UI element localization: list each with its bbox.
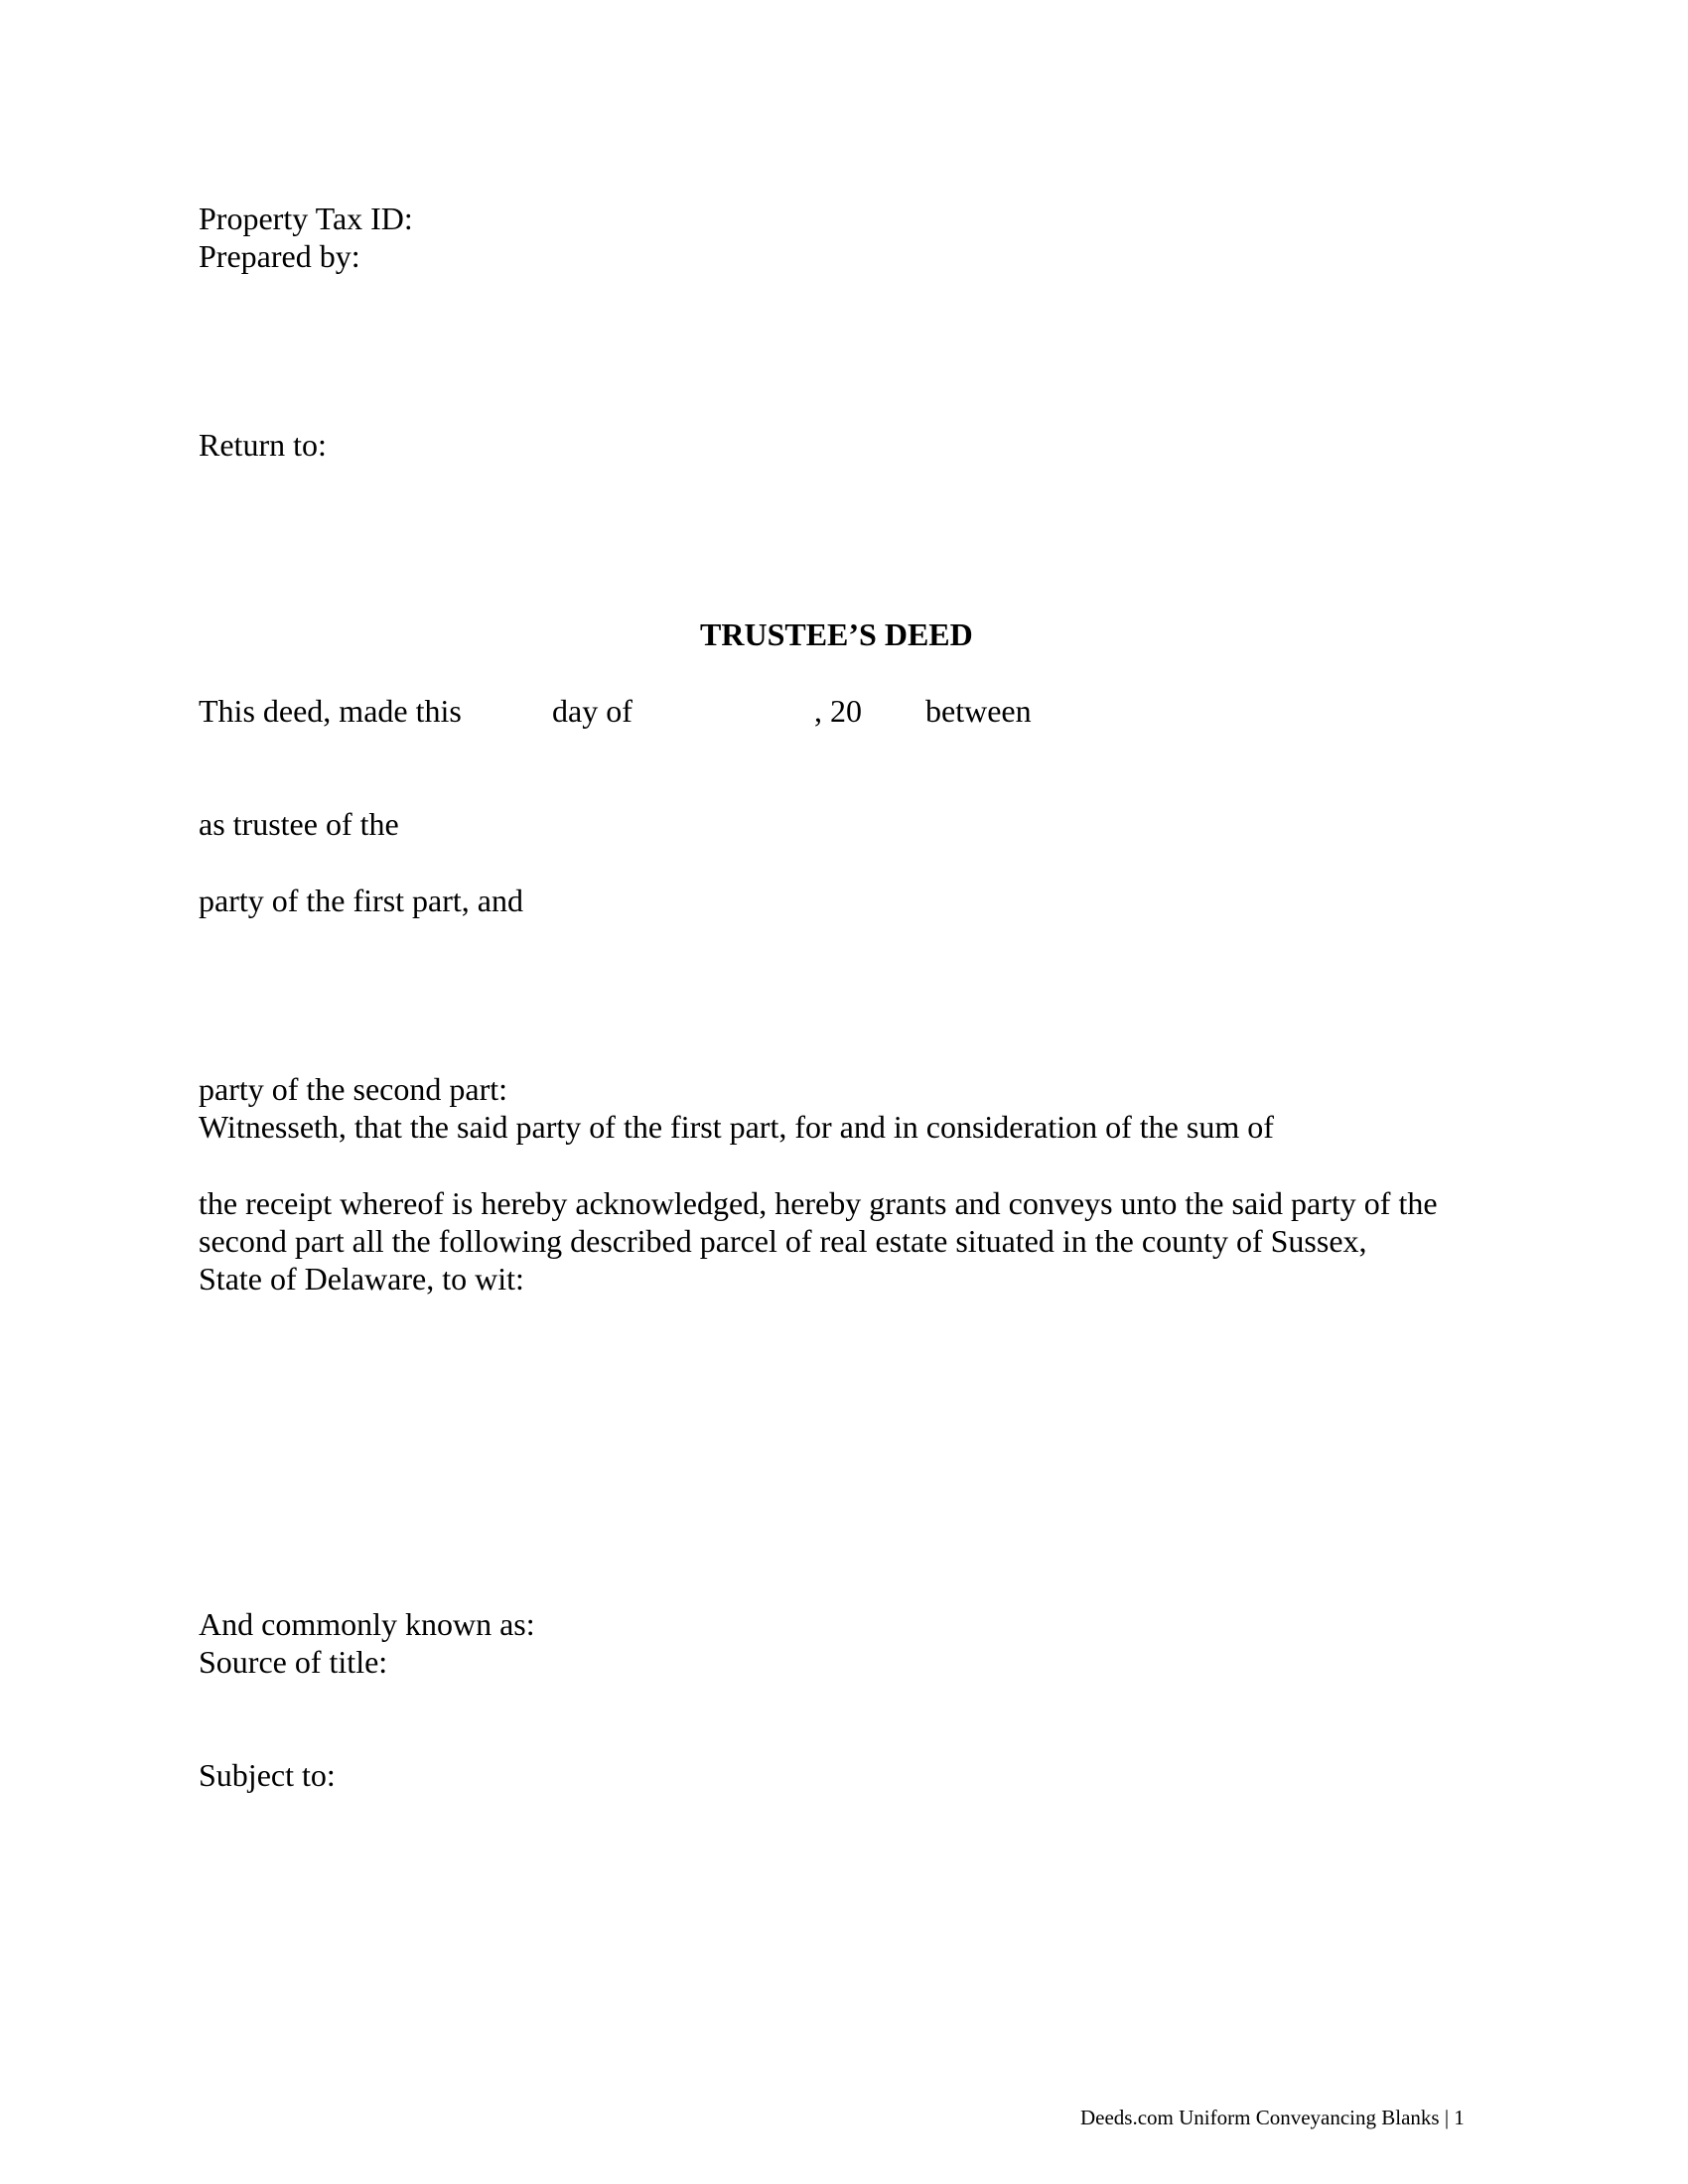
receipt-line-1: the receipt whereof is hereby acknowledged, hereby grants and conveys unto the said party of the <box>199 1185 1438 1221</box>
prepared-by-label: Prepared by: <box>199 238 360 274</box>
document-title: TRUSTEE’S DEED <box>700 616 973 652</box>
return-to-label: Return to: <box>199 427 327 463</box>
page-footer: Deeds.com Uniform Conveyancing Blanks | 1 <box>1080 2106 1465 2129</box>
as-trustee-label: as trustee of the <box>199 806 399 842</box>
property-tax-id-label: Property Tax ID: <box>199 201 413 236</box>
commonly-known-label: And commonly known as: <box>199 1606 535 1642</box>
source-of-title-label: Source of title: <box>199 1644 388 1680</box>
witnesseth-line: Witnesseth, that the said party of the first part, for and in consideration of the sum of <box>199 1109 1274 1145</box>
intro-year-prefix: , 20 <box>814 693 862 729</box>
intro-between: between <box>925 693 1032 729</box>
intro-day-of: day of <box>552 693 633 729</box>
second-part-label: party of the second part: <box>199 1071 507 1107</box>
first-part-label: party of the first part, and <box>199 883 523 918</box>
subject-to-label: Subject to: <box>199 1757 336 1793</box>
receipt-line-2: second part all the following described parcel of real estate situated in the county of Sussex, <box>199 1223 1367 1259</box>
intro-made-this: This deed, made this <box>199 693 462 729</box>
receipt-line-3: State of Delaware, to wit: <box>199 1261 524 1297</box>
